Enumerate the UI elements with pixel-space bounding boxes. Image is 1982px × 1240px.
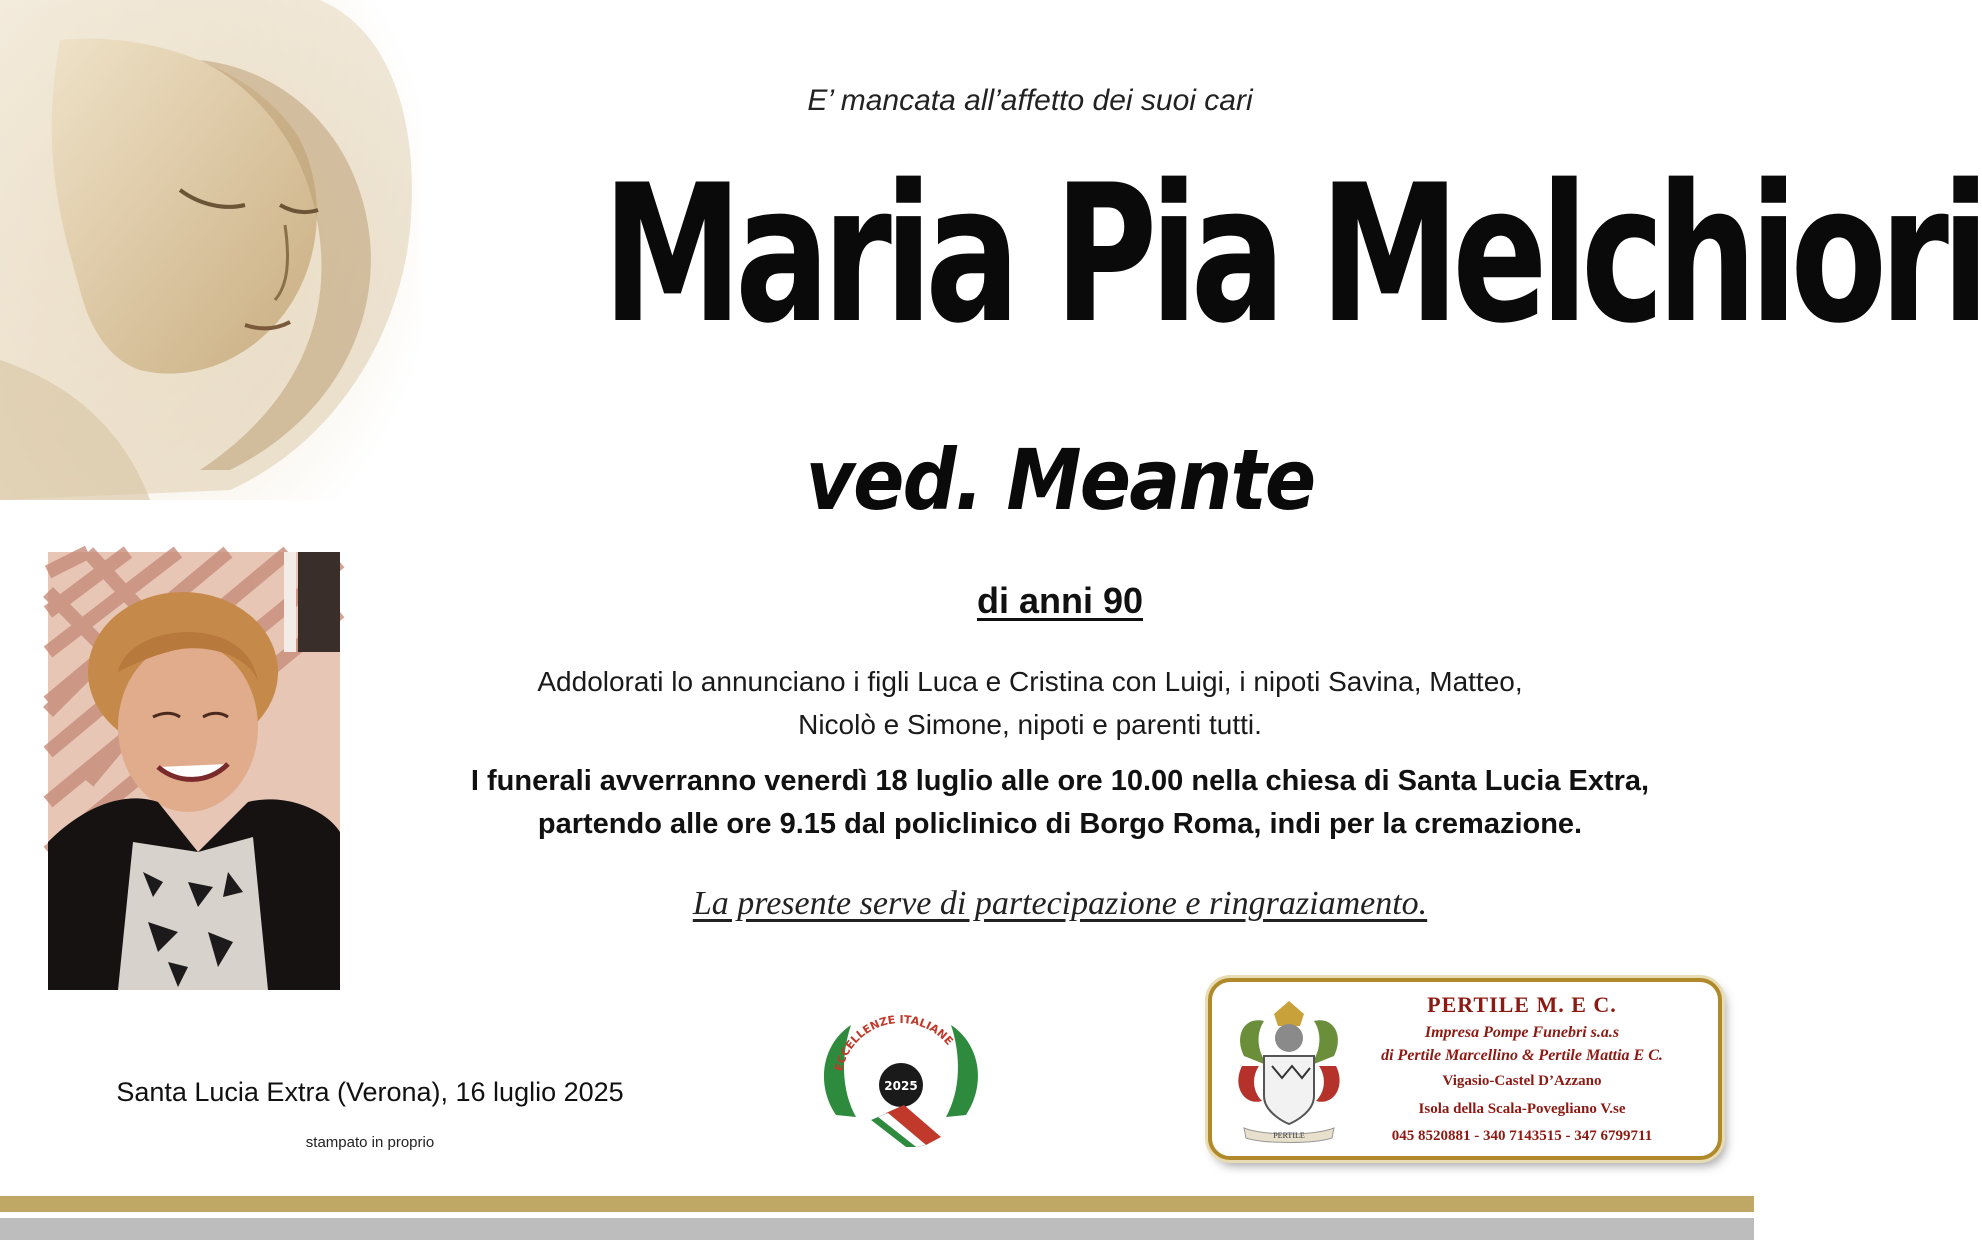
funeral-company-box — [1208, 978, 1722, 1160]
footer-stripe-gray — [0, 1218, 1754, 1240]
company-info — [1332, 990, 1712, 1145]
printed-note: stampato in proprio — [305, 1134, 435, 1151]
company-type: Impresa Pompe Funebri s.a.s — [1424, 1024, 1620, 1041]
intro-text: E’ mancata all’affetto dei suoi cari — [807, 84, 1253, 117]
funeral-details — [410, 760, 1710, 846]
crest-label: PERTILE — [1273, 1131, 1305, 1140]
announcement-line-1: Addolorati lo annunciano i figli Luca e Cristina con Luigi, i nipoti Savina, Matteo, — [537, 666, 1523, 697]
emblem-year: 2025 — [884, 1079, 918, 1093]
company-location-2: Isola della Scala-Povegliano V.se — [1418, 1101, 1626, 1117]
company-crest-logo — [1234, 996, 1344, 1146]
footer-stripe-gold — [0, 1196, 1754, 1212]
funeral-line-2: partendo alle ore 9.15 dal policlinico di Borgo Roma, indi per la cremazione. — [537, 808, 1583, 840]
announcement-line-2: Nicolò e Simone, nipoti e parenti tutti. — [798, 709, 1262, 740]
company-phones: 045 8520881 - 340 7143515 - 347 6799711 — [1391, 1128, 1653, 1144]
place-date-text: Santa Lucia Extra (Verona), 16 luglio 2025 — [116, 1077, 624, 1107]
thanks-text: La presente serve di partecipazione e ringraziamento. — [692, 885, 1428, 922]
eccellenze-italiane-emblem — [816, 1005, 986, 1147]
funeral-line-1: I funerali avverranno venerdì 18 luglio alle ore 10.00 nella chiesa di Santa Lucia Extra, — [470, 765, 1650, 797]
deceased-name: Maria Pia Melchiori — [602, 144, 1982, 365]
company-owners: di Pertile Marcellino & Pertile Mattia E C. — [1381, 1047, 1663, 1064]
widow-of-name: ved. Meante — [805, 431, 1315, 529]
company-location-1: Vigasio-Castel D’Azzano — [1442, 1073, 1602, 1089]
madonna-image — [0, 0, 420, 500]
age-text: di anni 90 — [976, 580, 1144, 621]
emblem-top-text: ECCELLENZE ITALIANE — [832, 1012, 956, 1073]
company-name: PERTILE M. E C. — [1427, 992, 1617, 1017]
portrait-photo — [48, 552, 340, 990]
announcement-text — [440, 660, 1620, 746]
